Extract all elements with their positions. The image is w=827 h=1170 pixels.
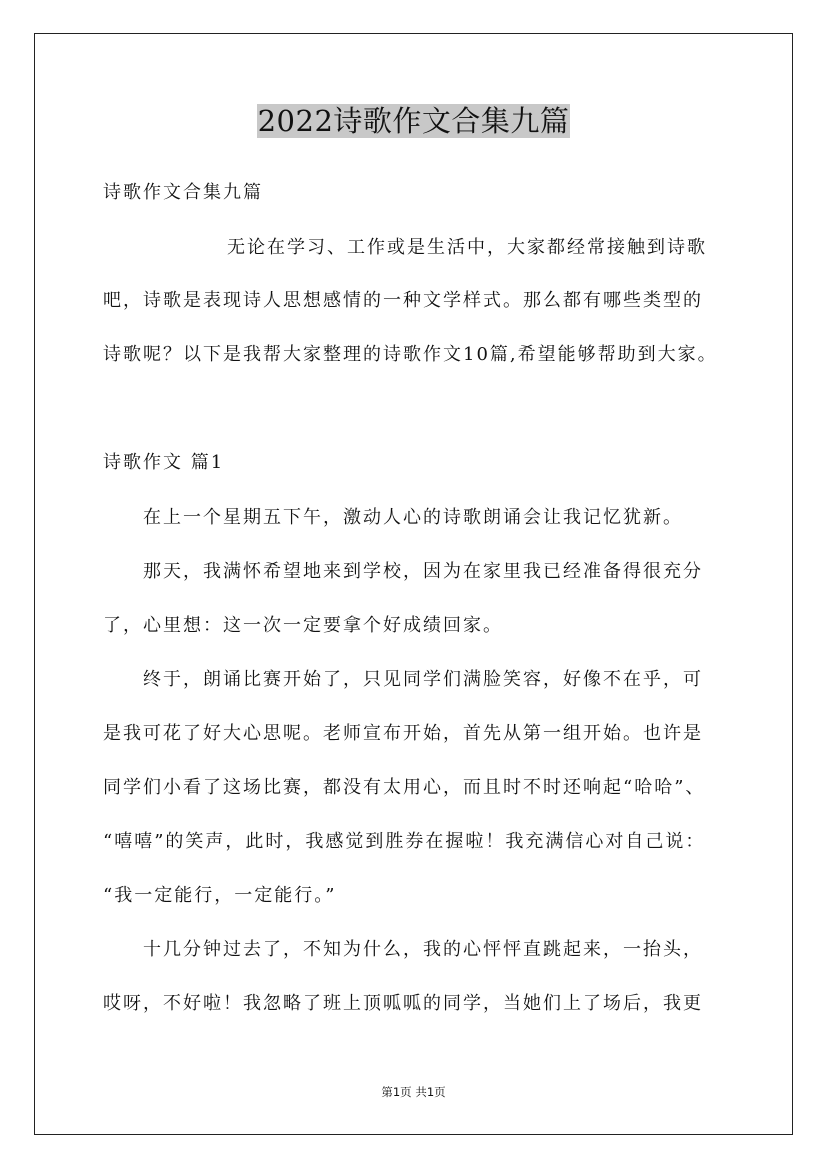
intro-line-3: 诗歌呢？以下是我帮大家整理的诗歌作文10篇,希望能够帮助到大家。 bbox=[103, 344, 718, 365]
body-line-2: 那天，我满怀希望地来到学校，因为在家里我已经准备得很充分 bbox=[143, 561, 703, 582]
subtitle: 诗歌作文合集九篇 bbox=[103, 182, 263, 203]
body-line-4: 终于，朗诵比赛开始了，只见同学们满脸笑容，好像不在乎，可 bbox=[143, 669, 703, 690]
body-line-6: 同学们小看了这场比赛，都没有太用心，而且时不时还响起“哈哈”、 bbox=[103, 777, 706, 798]
document-title: 2022诗歌作文合集九篇 bbox=[257, 104, 570, 138]
document-title-wrap bbox=[0, 101, 827, 141]
body-line-5: 是我可花了好大心思呢。老师宣布开始，首先从第一组开始。也许是 bbox=[103, 723, 703, 744]
body-line-7: “嘻嘻”的笑声，此时，我感觉到胜券在握啦！我充满信心对自己说： bbox=[103, 831, 706, 852]
section-heading: 诗歌作文 篇1 bbox=[103, 452, 225, 473]
body-line-1: 在上一个星期五下午，激动人心的诗歌朗诵会让我记忆犹新。 bbox=[143, 507, 683, 528]
body-line-10: 哎呀，不好啦！我忽略了班上顶呱呱的同学，当她们上了场后，我更 bbox=[103, 993, 703, 1014]
body-line-8: “我一定能行，一定能行。” bbox=[103, 885, 337, 906]
intro-line-1: 无论在学习、工作或是生活中，大家都经常接触到诗歌 bbox=[227, 237, 707, 258]
body-line-9: 十几分钟过去了，不知为什么，我的心怦怦直跳起来，一抬头， bbox=[143, 939, 703, 960]
page-footer: 第1页 共1页 bbox=[381, 1085, 446, 1099]
intro-line-2: 吧，诗歌是表现诗人思想感情的一种文学样式。那么都有哪些类型的 bbox=[103, 290, 703, 311]
body-line-3: 了，心里想：这一次一定要拿个好成绩回家。 bbox=[103, 615, 503, 636]
